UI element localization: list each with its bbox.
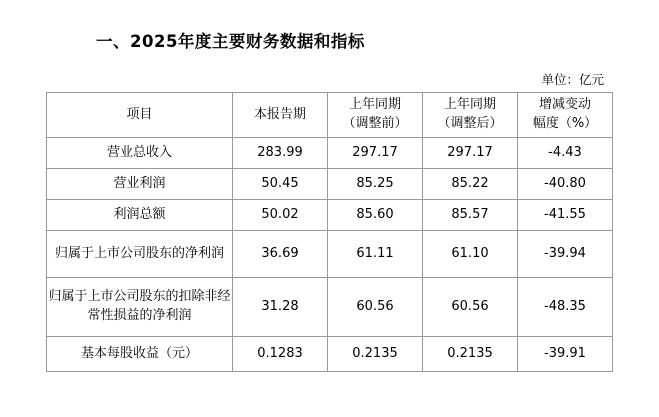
column-header-prior-after-adjustment [423, 93, 518, 138]
table-row [47, 200, 613, 231]
row-value-prior-after: 297.17 [423, 138, 518, 169]
financial-data-table [46, 92, 613, 372]
column-header-line: 项目 [126, 106, 153, 122]
column-header-line: 上年同期 [443, 97, 496, 113]
table-row [47, 231, 613, 278]
column-header-line: （调整后） [437, 116, 503, 131]
row-value-prior-before: 0.2135 [328, 337, 423, 372]
row-value-change: -41.55 [518, 200, 613, 231]
row-label: 归属于上市公司股东的扣除非经常性损益的净利润 [47, 278, 233, 337]
row-label: 基本每股收益（元） [47, 337, 233, 372]
row-value-current: 50.45 [233, 169, 328, 200]
row-value-prior-after: 85.57 [423, 200, 518, 231]
row-value-prior-after: 0.2135 [423, 337, 518, 372]
column-header-line: （调整前） [342, 116, 408, 131]
row-value-current: 31.28 [233, 278, 328, 337]
row-value-change: -39.91 [518, 337, 613, 372]
column-header-line: 幅度（%） [532, 116, 598, 131]
column-header-line: 增减变动 [538, 97, 591, 113]
row-value-current: 0.1283 [233, 337, 328, 372]
column-header-prior-before-adjustment [328, 93, 423, 138]
column-header-item [47, 93, 233, 138]
table-row [47, 138, 613, 169]
row-value-prior-after: 61.10 [423, 231, 518, 278]
table-row [47, 337, 613, 372]
row-label: 营业利润 [47, 169, 233, 200]
row-value-change: -40.80 [518, 169, 613, 200]
row-value-change: -39.94 [518, 231, 613, 278]
row-value-change: -4.43 [518, 138, 613, 169]
row-value-prior-after: 60.56 [423, 278, 518, 337]
page-title: 一、2025年度主要财务数据和指标 [96, 32, 365, 51]
column-header-change-rate [518, 93, 613, 138]
row-label: 归属于上市公司股东的净利润 [47, 231, 233, 278]
table-row [47, 169, 613, 200]
row-value-current: 283.99 [233, 138, 328, 169]
row-value-prior-before: 85.25 [328, 169, 423, 200]
column-header-line: 本报告期 [253, 106, 306, 122]
column-header-current-period [233, 93, 328, 138]
row-value-prior-after: 85.22 [423, 169, 518, 200]
table-header-row [47, 93, 613, 138]
row-value-prior-before: 61.11 [328, 231, 423, 278]
column-header-line: 上年同期 [348, 97, 401, 113]
row-label: 营业总收入 [47, 138, 233, 169]
unit-note: 单位：亿元 [541, 72, 604, 87]
row-value-change: -48.35 [518, 278, 613, 337]
row-label: 利润总额 [47, 200, 233, 231]
row-value-prior-before: 60.56 [328, 278, 423, 337]
row-value-prior-before: 85.60 [328, 200, 423, 231]
row-value-current: 50.02 [233, 200, 328, 231]
row-value-prior-before: 297.17 [328, 138, 423, 169]
row-value-current: 36.69 [233, 231, 328, 278]
table-row [47, 278, 613, 337]
